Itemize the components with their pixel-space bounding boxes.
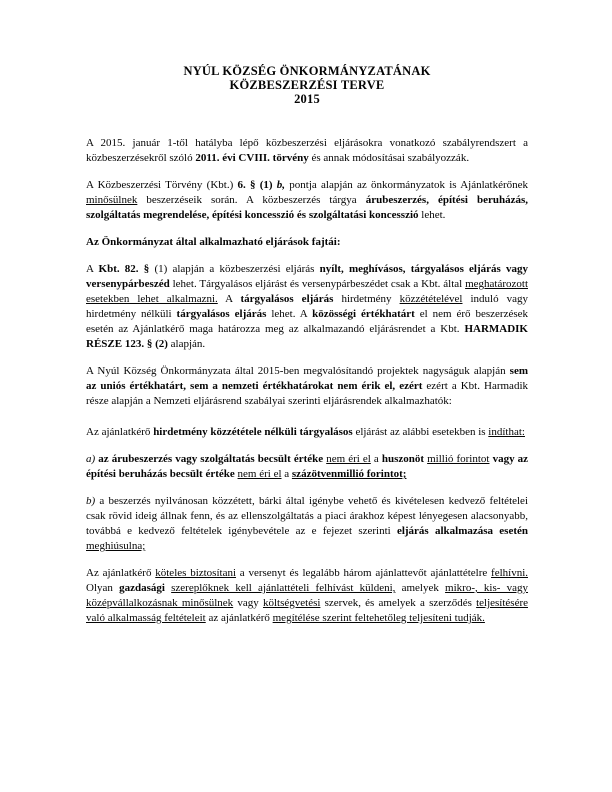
text-run: felhívni.	[491, 567, 528, 579]
text-run: nem éri el	[237, 468, 282, 480]
text-run: teljesítésére való alkalmasság feltételeit	[86, 597, 528, 624]
text-run: eljárást az alábbi esetekben is	[352, 426, 489, 438]
text-run: és annak módosításai szabályozzák.	[308, 152, 470, 164]
paragraph-intro	[86, 136, 528, 166]
text-run: 6. § (1)	[237, 179, 277, 191]
text-run: megítélése szerint feltehetőleg teljesíteni tudják.	[272, 612, 485, 624]
text-run: százötvenmillió forintot;	[291, 468, 407, 480]
text-run: pontja alapján az önkormányzatok is Ajánlatkérőnek	[285, 179, 528, 191]
text-run: amelyek	[395, 582, 446, 594]
title-line-3: 2015	[294, 92, 320, 106]
text-run: b)	[86, 495, 96, 507]
text-run: ezért a Kbt. Harmadik része alapján a Nemzeti eljárásrend szabályai szerinti eljárásrendek alkalmazhatók:	[86, 380, 528, 407]
paragraph-negotiated-procedure	[86, 425, 528, 440]
text-run: lehet. Tárgyalásos eljárást és versenypárbeszédet csak a Kbt. által	[169, 278, 466, 290]
text-run: meghiúsulna;	[86, 540, 146, 552]
text-run: sem az uniós értékhatárt, sem a nemzeti értékhatárokat nem érik el, ezért	[86, 365, 528, 392]
text-run: lehet.	[418, 209, 446, 221]
text-run: meghatározott esetekben lehet alkalmazni.	[86, 278, 528, 305]
paragraph-projects-2015	[86, 364, 528, 409]
title-line-1: NYÚL KÖZSÉG ÖNKORMÁNYZATÁNAK	[183, 64, 431, 78]
text-run: A	[217, 293, 241, 305]
text-run: 2011. évi CVIII. törvény	[195, 152, 309, 164]
text-run: szereplőknek kell ajánlattételi felhívást küldeni,	[171, 582, 396, 594]
text-run: közösségi értékhatárt	[312, 308, 415, 320]
text-run: A	[86, 263, 99, 275]
text-run: indíthat:	[488, 426, 525, 438]
title-line-2: KÖZBESZERZÉSI TERVE	[229, 78, 385, 92]
text-run: a versenyt és legalább három ajánlattevőt ajánlattételre	[236, 567, 492, 579]
text-run: el nem érő beszerzések esetén az Ajánlatkérő maga határozza meg az alkalmazandó eljárásrendet a Kbt.	[86, 308, 528, 335]
text-run: hirdetmény	[333, 293, 400, 305]
text-run: Kbt. 82. §	[98, 263, 150, 275]
text-run: a)	[86, 453, 96, 465]
paragraph-competition	[86, 566, 528, 626]
text-run: lehet. A	[266, 308, 313, 320]
text-run: huszonöt	[381, 453, 425, 465]
text-run: nem éri el	[326, 453, 371, 465]
text-run: költségvetési	[262, 597, 321, 609]
text-run: vagy	[233, 597, 263, 609]
text-run: millió forintot	[427, 453, 490, 465]
text-run: nyílt, meghívásos, tárgyalásos eljárás vagy versenypárbeszéd	[86, 263, 528, 290]
text-run: b,	[276, 179, 286, 191]
text-run: mikro-, kis- vagy középvállalkozásnak minősülnek	[86, 582, 529, 609]
procedures-heading	[86, 235, 528, 250]
text-run: árubeszerzés, építési beruházás, szolgáltatás megrendelése, építési koncesszió és szolgáltatási koncesszió	[86, 194, 528, 221]
text-run: induló vagy hirdetmény nélküli	[86, 293, 528, 320]
text-run: HARMADIK RÉSZE 123. § (2)	[86, 323, 528, 350]
text-run: tárgyalásos eljárás	[240, 293, 334, 305]
text-run: A 2015. január 1-től hatályba lépő közbeszerzési eljárásokra vonatkozó szabályrendszert a közbeszerzésekről szóló	[86, 137, 528, 164]
text-run: a beszerzés nyilvánosan közzétett, bárki által igénybe vehető és kivételesen kedvező feltételei csak rövid ideig állnak fenn, és az ellenszolgáltatás a piaci árakhoz képest lényegesen alacsonyabb, továbbá e kedvező feltételek igénybevétele az e fejezet szerinti	[86, 495, 528, 537]
text-run: a	[370, 453, 382, 465]
text-run: az árubeszerzés vagy szolgáltatás becsült értéke	[95, 453, 327, 465]
text-run: tárgyalásos eljárás	[176, 308, 267, 320]
text-run: Az ajánlatkérő	[86, 426, 154, 438]
text-run: alapján.	[167, 338, 206, 350]
text-run: Olyan	[86, 582, 120, 594]
paragraph-kbt-82	[86, 262, 528, 352]
document-title	[86, 64, 528, 106]
text-run: A Nyúl Község Önkormányzata által 2015-ben megvalósítandó projektek nagyságuk alapján	[86, 365, 510, 377]
text-run: vagy az építési beruházás becsült értéke	[86, 453, 529, 480]
text-run: szervek, és amelyek a szerződés	[320, 597, 477, 609]
text-run: Az ajánlatkérő	[86, 567, 156, 579]
text-run: eljárás alkalmazása esetén	[396, 525, 528, 537]
text-run: (1) alapján a közbeszerzési eljárás	[149, 263, 320, 275]
text-run: A Közbeszerzési Törvény (Kbt.)	[86, 179, 238, 191]
paragraph-point-b	[86, 494, 528, 554]
text-run: közzétételével	[399, 293, 463, 305]
text-run: minősülnek	[86, 194, 138, 206]
text-run: Az Önkormányzat által alkalmazható eljárások fajtái:	[86, 236, 341, 248]
text-run: gazdasági	[119, 582, 165, 594]
text-run: az ajánlatkérő	[205, 612, 273, 624]
paragraph-point-a	[86, 452, 528, 482]
text-run: a	[281, 468, 292, 480]
text-run: beszerzéseik során. A közbeszerzés tárgya	[137, 194, 366, 206]
text-run: köteles biztosítani	[155, 567, 237, 579]
text-run: hirdetmény közzététele nélküli tárgyalásos	[153, 426, 353, 438]
paragraph-law-basis	[86, 178, 528, 223]
